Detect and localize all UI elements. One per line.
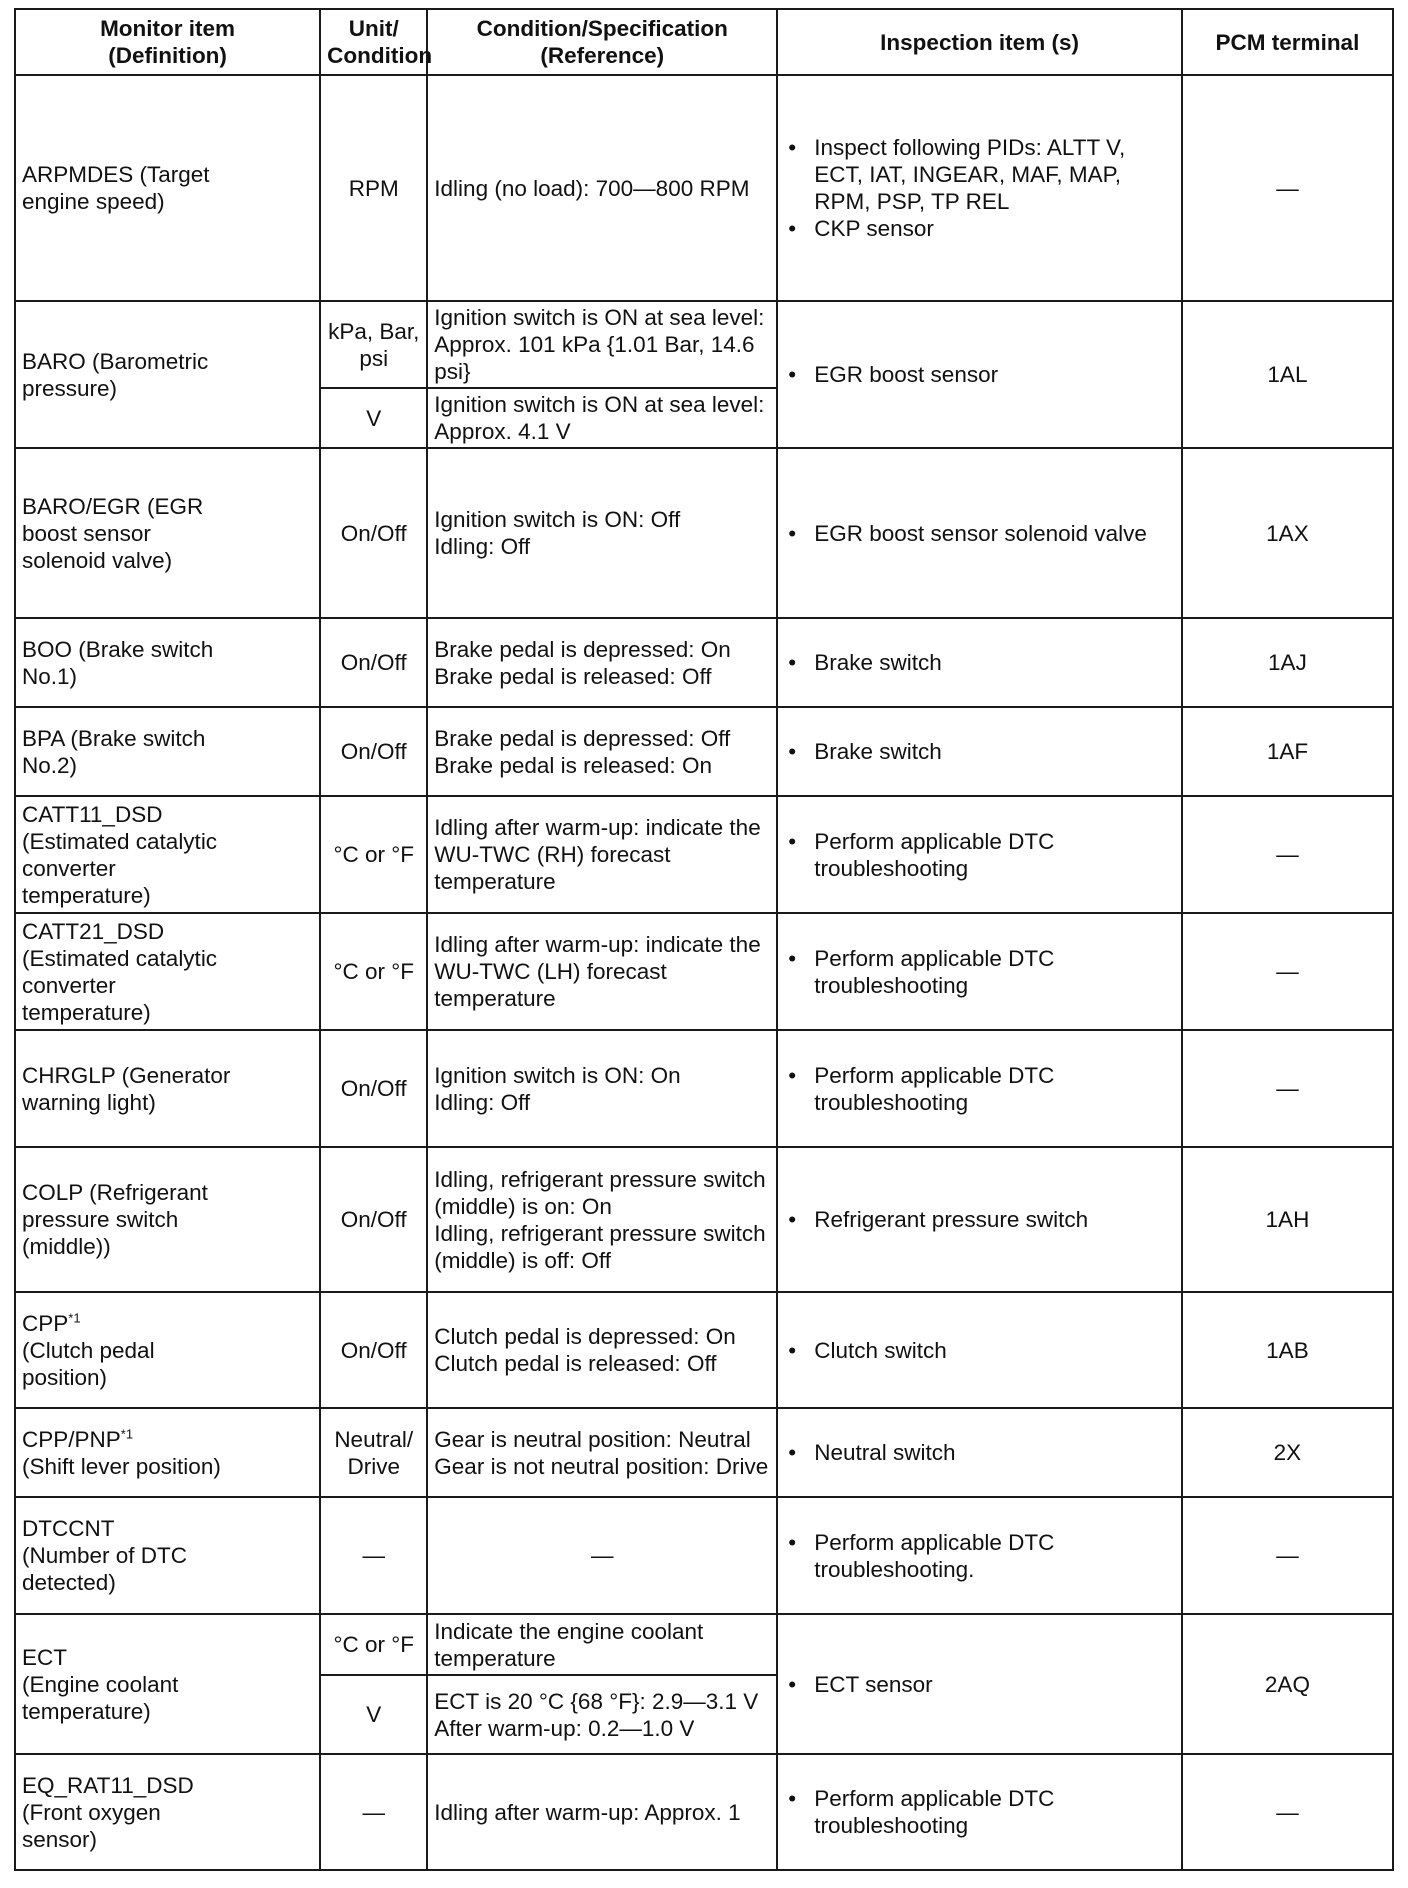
inspection-cell xyxy=(777,448,1182,618)
monitor-item-cell: CHRGLP (Generator warning light) xyxy=(15,1030,320,1147)
inspection-item: • Inspect following PIDs: ALTT V, ECT, IAT, INGEAR, MAF, MAP, RPM, PSP, TP REL xyxy=(784,134,1175,215)
pcm-terminal-cell: — xyxy=(1182,1754,1393,1870)
condition-cell: Ignition switch is ON at sea level: Approx. 4.1 V xyxy=(427,388,777,448)
condition-cell: Ignition switch is ON: Off Idling: Off xyxy=(427,448,777,618)
condition-cell: Ignition switch is ON at sea level: Approx. 101 kPa {1.01 Bar, 14.6 psi} xyxy=(427,301,777,388)
table-row xyxy=(15,913,1393,1030)
monitor-item-cell: COLP (Refrigerant pressure switch (middle)) xyxy=(15,1147,320,1292)
monitor-item-cell: BPA (Brake switch No.2) xyxy=(15,707,320,796)
monitor-item-cell: ECT (Engine coolant temperature) xyxy=(15,1614,320,1754)
table-row xyxy=(15,301,1393,388)
condition-cell: Ignition switch is ON: On Idling: Off xyxy=(427,1030,777,1147)
inspection-item: • Perform applicable DTC troubleshooting. xyxy=(784,1529,1175,1583)
inspection-cell xyxy=(777,1292,1182,1408)
monitor-item-cell: BOO (Brake switch No.1) xyxy=(15,618,320,707)
pcm-terminal-cell: 1AB xyxy=(1182,1292,1393,1408)
unit-cell: kPa, Bar, psi xyxy=(320,301,427,388)
inspection-item: • Perform applicable DTC troubleshooting xyxy=(784,945,1175,999)
table-row xyxy=(15,796,1393,913)
pcm-terminal-cell: 2X xyxy=(1182,1408,1393,1497)
unit-cell: RPM xyxy=(320,75,427,301)
inspection-cell xyxy=(777,301,1182,448)
table-row xyxy=(15,1754,1393,1870)
unit-cell: — xyxy=(320,1754,427,1870)
unit-cell: — xyxy=(320,1497,427,1614)
header-condition-specification: Condition/Specification (Reference) xyxy=(427,9,777,75)
condition-cell: Idling, refrigerant pressure switch (middle) is on: On Idling, refrigerant pressure switch (middle) is off: Off xyxy=(427,1147,777,1292)
unit-cell: °C or °F xyxy=(320,913,427,1030)
inspection-item: • ECT sensor xyxy=(784,1671,1175,1698)
pcm-terminal-cell: 1AH xyxy=(1182,1147,1393,1292)
table-row xyxy=(15,1497,1393,1614)
table-row xyxy=(15,1147,1393,1292)
inspection-item: • Refrigerant pressure switch xyxy=(784,1206,1175,1233)
inspection-item: • EGR boost sensor xyxy=(784,361,1175,388)
table-row xyxy=(15,75,1393,301)
inspection-cell xyxy=(777,1147,1182,1292)
inspection-cell xyxy=(777,618,1182,707)
inspection-item: • Brake switch xyxy=(784,649,1175,676)
unit-cell: Neutral/ Drive xyxy=(320,1408,427,1497)
condition-cell: Idling (no load): 700—800 RPM xyxy=(427,75,777,301)
unit-cell: °C or °F xyxy=(320,1614,427,1675)
header-pcm-terminal: PCM terminal xyxy=(1182,9,1393,75)
unit-cell: V xyxy=(320,1675,427,1754)
unit-cell: V xyxy=(320,388,427,448)
table-row xyxy=(15,448,1393,618)
inspection-cell xyxy=(777,75,1182,301)
pcm-terminal-cell: — xyxy=(1182,913,1393,1030)
inspection-cell xyxy=(777,707,1182,796)
header-monitor-item: Monitor item (Definition) xyxy=(15,9,320,75)
condition-cell: Gear is neutral position: Neutral Gear is not neutral position: Drive xyxy=(427,1408,777,1497)
monitor-item-cell: CATT11_DSD (Estimated catalytic converter temperature) xyxy=(15,796,320,913)
table-header-row xyxy=(15,9,1393,75)
table-row xyxy=(15,707,1393,796)
inspection-item: • Neutral switch xyxy=(784,1439,1175,1466)
monitor-item-cell: CPP$^{*1}$ (Clutch pedal position) xyxy=(15,1292,320,1408)
unit-cell: On/Off xyxy=(320,1030,427,1147)
condition-cell: Indicate the engine coolant temperature xyxy=(427,1614,777,1675)
header-unit-condition: Unit/ Condition xyxy=(320,9,427,75)
pcm-terminal-cell: 1AX xyxy=(1182,448,1393,618)
pcm-terminal-cell: — xyxy=(1182,796,1393,913)
condition-cell: Idling after warm-up: Approx. 1 xyxy=(427,1754,777,1870)
table-row xyxy=(15,1614,1393,1675)
condition-cell: — xyxy=(427,1497,777,1614)
pcm-terminal-cell: — xyxy=(1182,1497,1393,1614)
table-row xyxy=(15,1292,1393,1408)
header-inspection-items: Inspection item (s) xyxy=(777,9,1182,75)
inspection-item: • Clutch switch xyxy=(784,1337,1175,1364)
inspection-item: • Perform applicable DTC troubleshooting xyxy=(784,828,1175,882)
inspection-cell xyxy=(777,1497,1182,1614)
pcm-terminal-cell: 2AQ xyxy=(1182,1614,1393,1754)
monitor-item-cell: CATT21_DSD (Estimated catalytic converter temperature) xyxy=(15,913,320,1030)
monitor-item-cell: DTCCNT (Number of DTC detected) xyxy=(15,1497,320,1614)
unit-cell: On/Off xyxy=(320,707,427,796)
monitor-item-cell: BARO (Barometric pressure) xyxy=(15,301,320,448)
inspection-cell xyxy=(777,1408,1182,1497)
unit-cell: On/Off xyxy=(320,618,427,707)
condition-cell: ECT is 20 °C {68 °F}: 2.9—3.1 V After warm-up: 0.2—1.0 V xyxy=(427,1675,777,1754)
inspection-item: • CKP sensor xyxy=(784,215,1175,242)
pcm-terminal-cell: — xyxy=(1182,75,1393,301)
monitor-item-cell: CPP/PNP$^{*1}$ (Shift lever position) xyxy=(15,1408,320,1497)
inspection-cell xyxy=(777,913,1182,1030)
pcm-terminal-cell: 1AL xyxy=(1182,301,1393,448)
table-row xyxy=(15,618,1393,707)
inspection-item: • Brake switch xyxy=(784,738,1175,765)
spec-table-page xyxy=(14,8,1394,1871)
pid-monitor-table xyxy=(14,8,1394,1871)
table-row xyxy=(15,1030,1393,1147)
condition-cell: Brake pedal is depressed: On Brake pedal is released: Off xyxy=(427,618,777,707)
condition-cell: Brake pedal is depressed: Off Brake pedal is released: On xyxy=(427,707,777,796)
pcm-terminal-cell: — xyxy=(1182,1030,1393,1147)
unit-cell: On/Off xyxy=(320,1292,427,1408)
inspection-cell xyxy=(777,1754,1182,1870)
inspection-item: • EGR boost sensor solenoid valve xyxy=(784,520,1175,547)
inspection-cell xyxy=(777,1030,1182,1147)
inspection-cell xyxy=(777,1614,1182,1754)
unit-cell: °C or °F xyxy=(320,796,427,913)
unit-cell: On/Off xyxy=(320,1147,427,1292)
condition-cell: Idling after warm-up: indicate the WU-TWC (LH) forecast temperature xyxy=(427,913,777,1030)
condition-cell: Clutch pedal is depressed: On Clutch pedal is released: Off xyxy=(427,1292,777,1408)
monitor-item-cell: ARPMDES (Target engine speed) xyxy=(15,75,320,301)
condition-cell: Idling after warm-up: indicate the WU-TWC (RH) forecast temperature xyxy=(427,796,777,913)
unit-cell: On/Off xyxy=(320,448,427,618)
monitor-item-cell: BARO/EGR (EGR boost sensor solenoid valve) xyxy=(15,448,320,618)
inspection-cell xyxy=(777,796,1182,913)
inspection-item: • Perform applicable DTC troubleshooting xyxy=(784,1785,1175,1839)
pcm-terminal-cell: 1AJ xyxy=(1182,618,1393,707)
pcm-terminal-cell: 1AF xyxy=(1182,707,1393,796)
inspection-item: • Perform applicable DTC troubleshooting xyxy=(784,1062,1175,1116)
table-row xyxy=(15,1408,1393,1497)
monitor-item-cell: EQ_RAT11_DSD (Front oxygen sensor) xyxy=(15,1754,320,1870)
